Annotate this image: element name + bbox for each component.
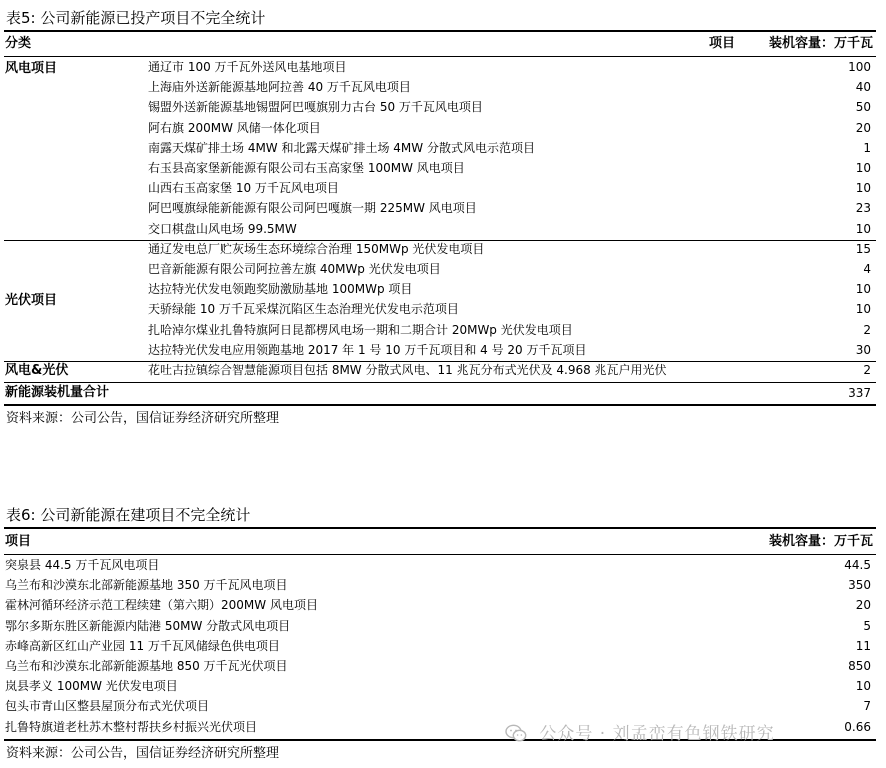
table5-row-capacity: 23 [855,201,871,215]
table5-row-project: 山西右玉高家堡 10 万千瓦风电项目 [148,181,339,195]
table5-row-project: 阿右旗 200MW 风储一体化项目 [148,121,321,135]
table5-solar-hybrid-divider [4,361,876,362]
watermark-text: 公众号 · 刘孟峦有色钢铁研究 [539,724,775,744]
table5-row-project: 达拉特光伏发电应用领跑基地 2017 年 1 号 10 万千瓦项目和 4 号 20 万千瓦项目 [148,343,587,357]
table6-row-capacity: 850 [848,659,871,673]
table5-header-capacity: 装机容量：万千瓦 [768,36,873,51]
table5-row-capacity: 2 [863,323,871,337]
table5-row-project: 右玉县高家堡新能源有限公司右玉高家堡 100MW 风电项目 [148,161,465,175]
table5-row-project: 扎哈淖尔煤业扎鲁特旗阿日昆都楞风电场一期和二期合计 20MWp 光伏发电项目 [148,323,573,337]
table5-row-capacity: 20 [855,121,871,135]
table5-row-project: 通辽市 100 万千瓦外送风电基地项目 [148,60,347,74]
watermark [505,722,775,746]
table5-row-capacity: 40 [855,80,871,94]
table5-row-capacity: 10 [855,181,871,195]
table6-row-project: 扎鲁特旗道老杜苏木整村帮扶乡村振兴光伏项目 [5,720,258,734]
table6-row-project: 乌兰布和沙漠东北部新能源基地 350 万千瓦风电项目 [5,578,288,592]
table5-row-project: 南露天煤矿排土场 4MW 和北露天煤矿排土场 4MW 分散式风电示范项目 [148,141,535,155]
table5-row-capacity: 100 [848,60,871,74]
table6-row-project: 霍林河循环经济示范工程续建（第六期）200MW 风电项目 [5,598,318,612]
table5-top-rule [4,30,876,32]
table6-header-capacity: 装机容量：万千瓦 [768,534,873,549]
table6-row-capacity: 44.5 [844,558,871,572]
group-label-total: 新能源装机量合计 [5,385,110,400]
table6-header-project: 项目 [5,534,32,549]
table5-row-capacity: 15 [855,242,871,256]
table6-row-project: 突泉县 44.5 万千瓦风电项目 [5,558,160,572]
table5-row-project: 天骄绿能 10 万千瓦采煤沉陷区生态治理光伏发电示范项目 [148,302,459,316]
table5-header-project: 项目 [709,36,736,51]
table5-bottom-rule [4,404,876,406]
table6-source: 资料来源：公司公告，国信证券经济研究所整理 [6,746,280,761]
table5-total-divider [4,382,876,383]
table6-row-project: 鄂尔多斯东胜区新能源内陆港 50MW 分散式风电项目 [5,619,291,633]
table5-row-capacity: 10 [855,282,871,296]
table5-wind-solar-divider [4,240,876,241]
table6-row-capacity: 20 [855,598,871,612]
table6-top-rule [4,527,876,529]
table6-row-project: 赤峰高新区红山产业园 11 万千瓦风储绿色供电项目 [5,639,280,653]
table5-row-project: 花吐古拉镇综合智慧能源项目包括 8MW 分散式风电、11 兆瓦分布式光伏及 4.968 兆瓦户用光伏 [148,363,667,377]
group-label-hybrid: 风电&光伏 [5,363,69,378]
table6-row-capacity: 7 [863,699,871,713]
table5-row-project: 通辽发电总厂贮灰场生态环境综合治理 150MWp 光伏发电项目 [148,242,485,256]
table5-row-project: 达拉特光伏发电领跑奖励激励基地 100MWp 项目 [148,282,413,296]
table6-row-capacity: 11 [855,639,871,653]
wechat-icon [505,724,527,742]
table5-row-capacity: 1 [863,141,871,155]
table5-title: 表5: 公司新能源已投产项目不完全统计 [6,9,266,27]
group-label-solar: 光伏项目 [5,293,58,308]
table5-row-project: 巴音新能源有限公司阿拉善左旗 40MWp 光伏发电项目 [148,262,441,276]
table5-row-project: 阿巴嘎旗绿能新能源有限公司阿巴嘎旗一期 225MW 风电项目 [148,201,477,215]
table5-row-capacity: 2 [863,363,871,377]
table5-row-project: 上海庙外送新能源基地阿拉善 40 万千瓦风电项目 [148,80,411,94]
table6-row-capacity: 10 [855,679,871,693]
table5-row-capacity: 10 [855,161,871,175]
table5-row-capacity: 50 [855,100,871,114]
table5-header-rule [4,56,876,57]
table5-header-category: 分类 [5,36,32,51]
table6-row-project: 乌兰布和沙漠东北部新能源基地 850 万千瓦光伏项目 [5,659,288,673]
table6-row-capacity: 5 [863,619,871,633]
table5-row-capacity: 10 [855,222,871,236]
table5-row-project: 锡盟外送新能源基地锡盟阿巴嘎旗别力古台 50 万千瓦风电项目 [148,100,483,114]
table5-row-capacity: 30 [855,343,871,357]
table6-row-project: 包头市青山区整县屋顶分布式光伏项目 [5,699,210,713]
table5-total-capacity: 337 [848,386,871,400]
table6-row-capacity: 0.66 [844,720,871,734]
table6-row-project: 岚县孝义 100MW 光伏发电项目 [5,679,178,693]
table5-row-capacity: 4 [863,262,871,276]
group-label-wind: 风电项目 [5,61,58,76]
table5-row-capacity: 10 [855,302,871,316]
table5-row-project: 交口棋盘山风电场 99.5MW [148,222,297,236]
table6-title: 表6: 公司新能源在建项目不完全统计 [6,506,251,524]
table5-source: 资料来源：公司公告，国信证券经济研究所整理 [6,411,280,426]
table6-row-capacity: 350 [848,578,871,592]
